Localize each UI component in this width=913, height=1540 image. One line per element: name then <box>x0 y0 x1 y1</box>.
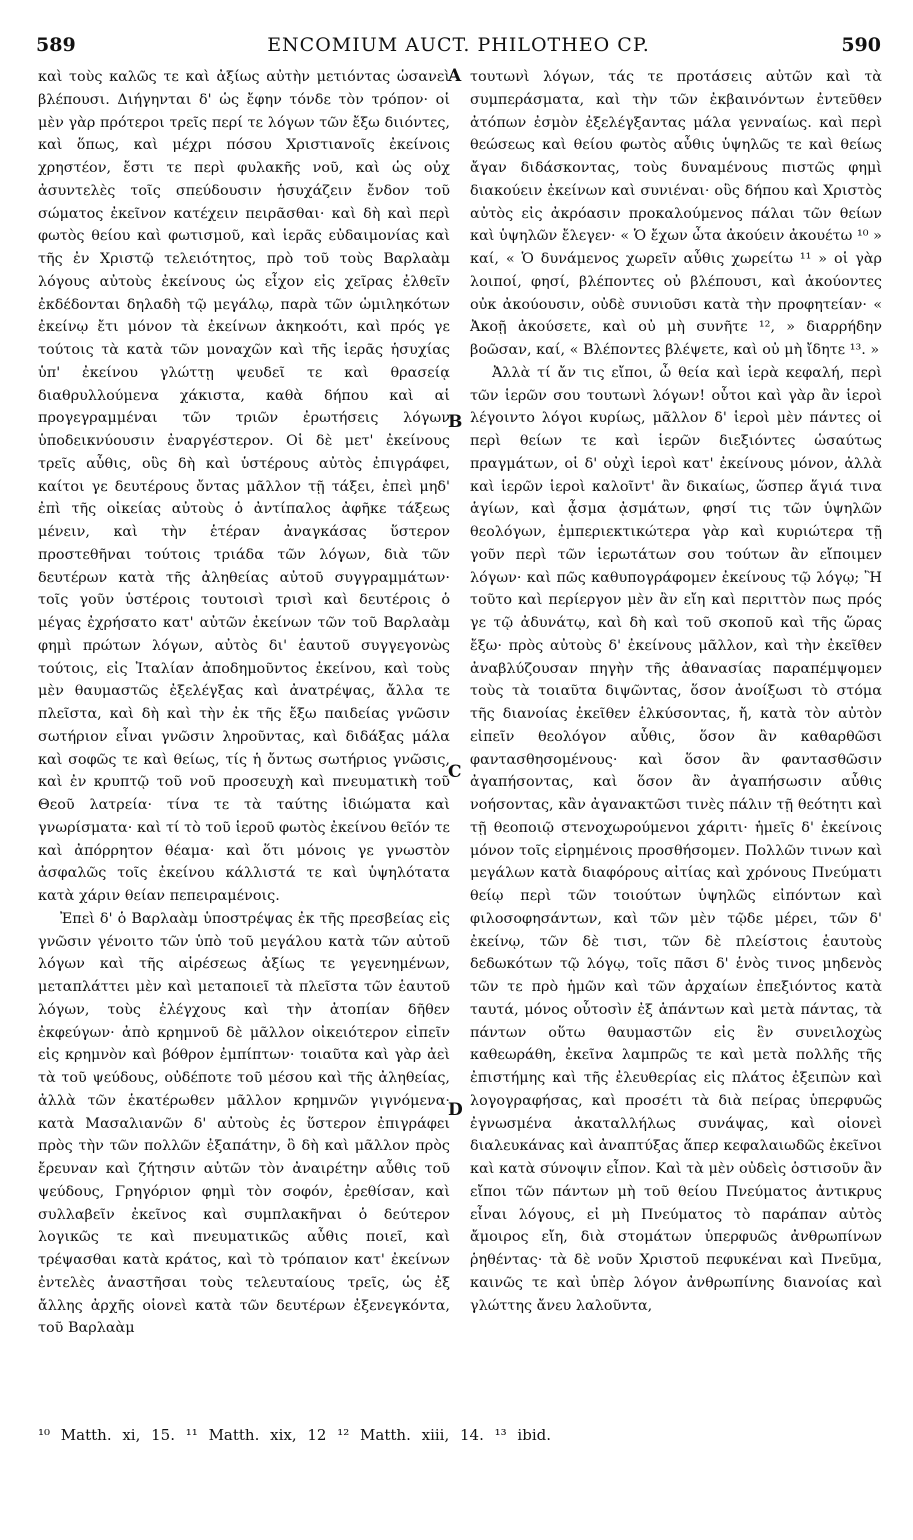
section-marker-c: C <box>448 762 462 782</box>
section-marker-a: A <box>448 66 462 86</box>
footnote-13: ¹³ ibid. <box>494 1426 552 1444</box>
left-column <box>38 66 450 1340</box>
footnotes <box>38 1426 883 1444</box>
footnote-11: ¹¹ Matth. xix, 12 <box>185 1426 327 1444</box>
footnote-10: ¹⁰ Matth. xi, 15. <box>38 1426 175 1444</box>
page-number-left: 589 <box>36 34 76 56</box>
page-number-right: 590 <box>841 34 881 56</box>
section-marker-b: B <box>448 412 463 432</box>
right-paragraph-1: τουτωνὶ λόγων, τάς τε προτάσεις αὐτῶν καὶ τὰ συμπεράσματα, καὶ τὴν τῶν ἐκβαινόντων ἐντεῦθεν ἀτόπων ἐσμὸν ἐξελέγξαντας μάλα γενναίως. καὶ περὶ θεώσεως καὶ θείου φωτὸς αὖθις ὑψηλῶς τε καὶ θείως ἄγαν διδάσκοντας, τοὺς δυναμένους πιστῶς φημὶ διακούειν ἐκείνων καὶ συνιέναι· οὓς δήπου καὶ Χριστὸς αὐτὸς εἰς ἀκρόασιν προκαλούμενος πάλαι τῶν θείων καὶ ὑψηλῶν ἔλεγεν· « Ὁ ἔχων ὦτα ἀκούειν ἀκουέτω ¹⁰ » καί, « Ὁ δυνάμενος χωρεῖν αὖθις χωρείτω ¹¹ » οἱ γὰρ λοιποί, φησί, βλέποντες οὐ βλέπουσι, καὶ ἀκούοντες οὐκ ἀκούουσιν, οὐδὲ συνιοῦσι κατὰ τὴν προφητείαν· « Ἀκοῇ ἀκούσετε, καὶ οὐ μὴ συνῆτε ¹², » διαρρήδην βοῶσαν, καί, « Βλέποντες βλέψετε, καὶ οὐ μὴ ἴδητε ¹³. » <box>470 69 882 358</box>
left-paragraph-2: Ἐπεὶ δ' ὁ Βαρλαὰμ ὑποστρέψας ἐκ τῆς πρεσβείας εἰς γνῶσιν γένοιτο τῶν ὑπὸ τοῦ μεγάλου κατὰ τῶν αὐτοῦ λόγων καὶ τῆς αἱρέσεως ἀξίως τε γεγενημένων, μεταπλάττει μὲν καὶ μεταποιεῖ τὰ πλεῖστα τῶν ἑαυτοῦ λόγων, τοὺς ἐλέγχους καὶ τὴν ἀτοπίαν δῆθεν ἐκφεύγων· ἀπὸ κρημνοῦ δὲ μᾶλλον οἰκειότερον εἰπεῖν εἰς κρημνὸν καὶ βόθρον ἐμπίπτων· τοιαῦτα καὶ γὰρ ἀεὶ τὰ τοῦ ψεύδους, οὐδέποτε τοῦ μέσου καὶ τῆς ἀληθείας, ἀλλὰ τῶν ἑκατέρωθεν μᾶλλον κρημνῶν γιγνόμενα· κατὰ Μασαλιανῶν δ' αὐτοὺς ἐς ὕστερον ἐπιγράφει πρὸς τὴν τῶν πολλῶν ἐξαπάτην, ὃ δὴ καὶ μᾶλλον πρὸς ἔρευναν καὶ ζήτησιν αὐτῶν τὸν ἀναιρέτην αὖθις τοῦ ψεύδους, Γρηγόριον φημὶ τὸν σοφόν, ἐρεθίσαν, καὶ συλλαβεῖν ἐκεῖνος καὶ συμπλακῆναι ὁ δεύτερον λογικῶς τε καὶ πνευματικῶς αὖθις ποιεῖ, καὶ τρέψασθαι κατὰ κράτος, καὶ τὸ τρόπαιον κατ' ἐκείνων ἐντελὲς ἀναστῆσαι τοὺς τελευταίους τρεῖς, ὡς ἐξ ἄλλης ἀρχῆς οἱονεὶ κατὰ τῶν δευτέρων ἐξενεγκόντα, τοῦ Βαρλαὰμ <box>38 910 450 1337</box>
right-paragraph-2: Ἀλλὰ τί ἄν τις εἴποι, ὦ θεία καὶ ἱερὰ κεφαλή, περὶ τῶν ἱερῶν σου τουτωνὶ λόγων! οὗτοι καὶ γὰρ ἂν ἱεροὶ λέγοιντο λόγοι κυρίως, μᾶλλον δ' ἱεροὶ μὲν πάντες οἱ περὶ θείων τε καὶ ἱερῶν διεξιόντες ὡσαύτως πραγμάτων, οἱ δ' οὐχὶ ἱεροὶ κατ' ἐκείνους μόνον, ἀλλὰ καὶ ἱερῶν ἱεροὶ καλοῖντ' ἂν δικαίως, ὥσπερ ἅγιά τινα ἁγίων, καὶ ᾆσμα ᾀσμάτων, φησί τις τῶν ὑψηλῶν θεολόγων, ἐμπεριεκτικώτερα γὰρ καὶ κυριώτερα τῇ γοῦν περὶ τῶν ἱερωτάτων σου τούτων ἂν εἴποιμεν λόγων· καὶ πῶς καθυπογράφομεν ἐκείνους τῷ λόγῳ; Ἢ τοῦτο καὶ περίεργον μὲν ἂν εἴη καὶ περιττὸν πως πρός γε τῷ ἀδυνάτῳ, καὶ δὴ καὶ τοῦ σκοποῦ καὶ τῆς ὥρας ἔξω· πρὸς αὐτοὺς δ' ἐκείνους μᾶλλον, καὶ τὴν ἐκεῖθεν ἀναβλύζουσαν πηγὴν τῆς ἀθανασίας παραπέμψομεν τοὺς τὰ τοιαῦτα διψῶντας, ὅσον ἀνοίξωσι τὸ στόμα τῆς διανοίας ἐκεῖθεν ἑλκύσοντας, ἤ, κατὰ τὸν αὐτὸν εἰπεῖν θεολόγον αὖθις, ὅσον ἂν καθαρθῶσι φαντασθησομένους· καὶ ὅσον ἂν φαντασθῶσιν ἀγαπήσοντας, καὶ ὅσον ἂν ἀγαπήσωσιν αὖθις νοήσοντας, κἂν ἀγανακτῶσι τινὲς πάλιν τῇ θεότητι καὶ τῇ θεοποιῷ στενοχωρούμενοι χάριτι· ἡμεῖς δ' ἐκείνοις μόνον τοῖς εἰρημένοις προσθήσομεν. Πολλῶν τινων καὶ μεγάλων κατὰ διαφόρους αἰτίας καὶ χρόνους Πνεύματι θείῳ περὶ τῶν τοιούτων ὑψηλῶς εἰπόντων καὶ φιλοσοφησάντων, καὶ τῶν μὲν τῷδε μέρει, τῶν δ' ἐκείνῳ, τῶν δὲ τισι, τῶν δὲ πλείστοις ἑαυτοὺς δεδωκότων τῷ λόγῳ, τοῖς πᾶσι δ' ἑνὸς τινος μηδενὸς τῶν τε πρὸ ἡμῶν καὶ τῶν ἀρχαίων ἐπεξιόντος κατὰ ταυτά, μόνος οὗτοσὶν ἐξ ἁπάντων καὶ μετὰ πάντας, τὰ πάντων οὕτω θαυμαστῶν εἰς ἓν συνειλοχὼς καθεωράθη, ἐκεῖνα λαμπρῶς τε καὶ μετὰ πολλῆς τῆς ἐπιστήμης καὶ τῆς ἐλευθερίας εἰς πλάτος ἐξειπὼν καὶ λογογραφήσας, καὶ προσέτι τὰ διὰ πείρας ὑπερφυῶς ἐγνωσμένα ἀκαταλλήλως συνάψας, καὶ οἱονεὶ διαλευκάνας καὶ ἀναπτύξας ἅπερ κεφαλαιωδῶς ἐκεῖνοι καὶ κατὰ σύνοψιν εἶπον. Καὶ τὰ μὲν οὐδεὶς ὁστισοῦν ἂν εἴποι τῶν πάντων μὴ τοῦ θείου Πνεύματος ἀντικρυς εἶναι λόγους, εἰ μὴ Πνεύματος τὸ παράπαν αὐτὸς ἄμοιρος εἴη, διὰ στομάτων ὑπερφυῶς ἀνθρωπίνων ῥηθέντας· τὰ δὲ νοῦν Χριστοῦ πεφυκέναι καὶ Πνεῦμα, καινῶς τε καὶ ὑπὲρ λόγον ἀνθρωπίνης διανοίας καὶ γλώττης ἄνευ λαλοῦντα, <box>470 364 882 1314</box>
right-column <box>470 66 882 1317</box>
footnote-12: ¹² Matth. xiii, 14. <box>337 1426 484 1444</box>
page-header <box>36 34 881 64</box>
running-title: ENCOMIUM AUCT. PHILOTHEO CP. <box>267 34 650 56</box>
section-marker-d: D <box>448 1100 463 1120</box>
left-paragraph-1: καὶ τοὺς καλῶς τε καὶ ἀξίως αὐτὴν μετιόντας ὡσανεὶ βλέπουσι. Διήγηνται δ' ὡς ἔφην τόνδε τὸν τρόπον· οἱ μὲν γὰρ πρότεροι τρεῖς περί τε λόγων τῶν ἔξω διιόντες, καὶ ὅπως, καὶ μέχρι πόσου Χριστιανοῖς ἐκείνοις χρηστέον, ἔστι τε περὶ φυλακῆς νοῦ, καὶ ὡς οὐχ ἀσυντελὲς τοῖς σπεύδουσιν ἡσυχάζειν ἔνδον τοῦ σώματος ἐκεῖνον κατέχειν πειρᾶσθαι· καὶ δὴ καὶ περὶ φωτὸς θείου καὶ φωτισμοῦ, καὶ ἱερᾶς εὐδαιμονίας καὶ τῆς ἐν Χριστῷ τελειότητος, πρὸ τοῦ τοὺς Βαρλαὰμ λόγους αὐτοὺς ἐκείνους ὡς εἶχον εἰς χεῖρας ἐλθεῖν ἐκδέδονται δηλαδὴ τῷ μεγάλῳ, παρὰ τῶν ὡμιληκότων ἐκείνῳ ἔτι μόνον τὰ ἐκείνων ἀκηκοότι, καὶ πρός γε τούτοις τὰ κατὰ τῶν μοναχῶν καὶ τῆς ἱερᾶς ἡσυχίας ὑπ' ἐκείνου γλώττῃ ψευδεῖ τε καὶ θρασείᾳ διαθρυλλούμενα χάκιστα, καθὰ δήπου καὶ αἱ προγεγραμμέναι τῶν τριῶν ἐρωτήσεις λόγων ὑποδεικνύουσιν ἐναργέστερον. Οἱ δὲ μετ' ἐκείνους τρεῖς αὖθις, οὓς δὴ καὶ ὑστέρους αὐτὸς ἐπιγράφει, καίτοι γε δευτέρους ὄντας μᾶλλον τῇ τάξει, ἐπεὶ μηδ' ἐπὶ τῆς οἰκείας αὐτοὺς ὁ ἀντίπαλος ἀφῆκε τάξεως μένειν, καὶ τὴν ἑτέραν ἀναγκάσας ὕστερον προστεθῆναι τούτοις τριάδα τῶν λόγων, διὰ τῶν δευτέρων κατὰ τῆς ἀληθείας αὐτοῦ συγγραμμάτων· τοῖς γοῦν ὑστέροις τουτοισὶ τρισὶ καὶ δευτέροις ὁ μέγας ἐχρήσατο κατ' αὐτῶν ἐκείνων τῶν τοῦ Βαρλαὰμ φημὶ πρώτων λόγων, αὐτὸς δι' ἑαυτοῦ συγγεγονὼς τούτοις, εἰς Ἰταλίαν ἀποδημοῦντος ἐκείνου, καὶ τοὺς μὲν θαυμαστῶς ἐξελέγξας καὶ ἀνατρέψας, ἄλλα τε πλεῖστα, καὶ δὴ καὶ τὴν ἐκ τῆς ἔξω παιδείας γνῶσιν σωτήριον εἶναι γνῶσιν ληροῦντας, καὶ διδάξας μάλα καὶ σοφῶς τε καὶ θείως, τίς ἡ ὄντως σωτήριος γνῶσις, καὶ ἐν κρυπτῷ τοῦ νοῦ προσευχὴ καὶ πνευματικὴ τοῦ Θεοῦ λατρεία· τίνα τε τὰ ταύτης ἰδιώματα καὶ γνωρίσματα· καὶ τί τὸ τοῦ ἱεροῦ φωτὸς ἐκείνου θεῖόν τε καὶ ἀπόρρητον θέαμα· καὶ ὅτι μόνοις γε γνωστὸν ἀσφαλῶς τοῖς ἐκείνου κάλλιστά τε καὶ ὑψηλότατα κατὰ χάριν θείαν πεπειραμένοις. <box>38 69 450 904</box>
